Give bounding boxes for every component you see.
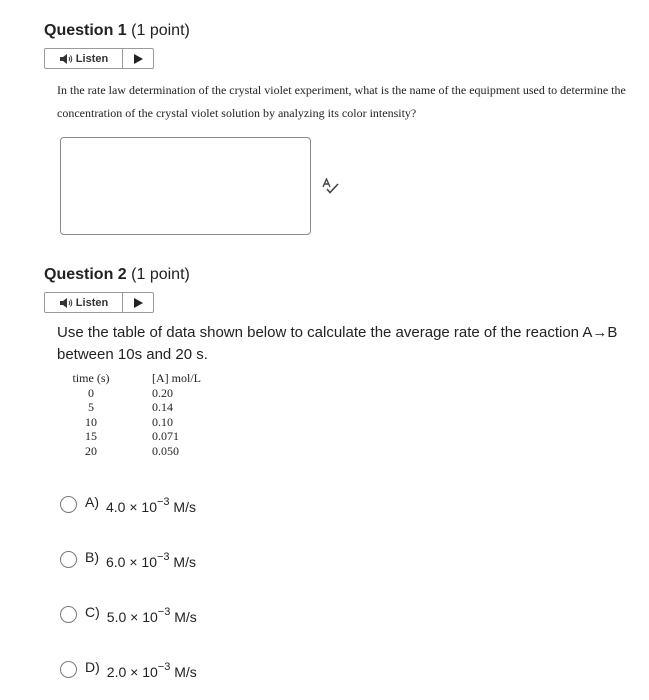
choice-d-value — [106, 661, 197, 680]
table-cell-time: 0 — [88, 385, 94, 400]
speaker-icon — [59, 54, 73, 64]
choice-b-unit: M/s — [169, 554, 196, 570]
choice-d-letter: D) — [85, 659, 100, 675]
table-cell-concentration: 0.071 — [152, 429, 179, 444]
choice-d-exponent: −3 — [157, 661, 171, 674]
table-cell-time: 15 — [85, 429, 97, 444]
question-2-label: Question 2 — [44, 266, 127, 283]
choice-b-mantissa: 6.0 × 10 — [106, 554, 157, 570]
question-1-title — [44, 22, 190, 40]
table-cell-concentration: 0.050 — [152, 443, 179, 458]
question-1-text: In the rate law determination of the crystal violet experiment, what is the name of the equipment used to determine the concentration of the crystal violet solution by analyzing its color intensity? — [57, 83, 626, 120]
table-cell-concentration: 0.20 — [152, 385, 173, 400]
choice-d-mantissa: 2.0 × 10 — [106, 664, 158, 680]
radio-b[interactable] — [60, 551, 77, 568]
choice-c-unit: M/s — [170, 609, 197, 625]
table-cell-time: 5 — [88, 400, 94, 415]
choice-a-unit: M/s — [169, 499, 196, 515]
play-icon — [134, 54, 143, 64]
radio-a[interactable] — [60, 496, 77, 513]
choice-c-letter: C) — [85, 604, 100, 620]
question-1-points: (1 point) — [131, 22, 190, 39]
question-1-label: Question 1 — [44, 22, 127, 39]
choice-b-letter: B) — [85, 549, 99, 565]
spellcheck-icon — [322, 178, 340, 194]
answer-input-q1[interactable] — [60, 137, 311, 235]
choice-a-exponent: −3 — [157, 496, 170, 509]
choice-b-value — [106, 551, 196, 570]
speaker-icon — [59, 298, 73, 308]
listen-label: Listen — [75, 52, 109, 65]
play-button-q2[interactable] — [123, 293, 153, 312]
table-row — [62, 444, 201, 459]
question-2-points: (1 point) — [131, 266, 190, 283]
table-row — [62, 400, 201, 415]
play-icon — [134, 298, 143, 308]
choice-c-mantissa: 5.0 × 10 — [106, 609, 158, 625]
table-header-row — [62, 371, 201, 386]
choice-a[interactable] — [60, 493, 196, 515]
table-row — [62, 429, 201, 444]
question-2-text: Use the table of data shown below to calculate the average rate of the reaction A→B between 10s and 20 s. — [57, 324, 618, 363]
choice-a-mantissa: 4.0 × 10 — [106, 499, 157, 515]
choice-c[interactable] — [60, 603, 197, 625]
choice-c-exponent: −3 — [157, 606, 171, 619]
choice-c-value — [106, 606, 197, 625]
choice-b-exponent: −3 — [157, 551, 170, 564]
data-table — [62, 371, 201, 459]
table-cell-time: 10 — [85, 414, 97, 429]
play-button-q1[interactable] — [123, 49, 153, 68]
choice-a-value — [106, 496, 196, 515]
listen-label: Listen — [75, 296, 109, 309]
question-2-title — [44, 266, 190, 284]
choice-b[interactable] — [60, 548, 196, 570]
listen-label-wrap[interactable] — [45, 293, 123, 312]
radio-c[interactable] — [60, 606, 77, 623]
table-header-concentration: [A] mol/L — [152, 371, 201, 385]
table-cell-time: 20 — [85, 443, 97, 458]
spellcheck-button[interactable] — [322, 178, 340, 199]
choice-d-unit: M/s — [170, 664, 197, 680]
table-cell-concentration: 0.14 — [152, 400, 173, 415]
table-header-time: time (s) — [72, 371, 110, 385]
listen-button-q2[interactable] — [44, 292, 154, 313]
table-cell-concentration: 0.10 — [152, 414, 173, 429]
table-row — [62, 415, 201, 430]
choice-a-letter: A) — [85, 494, 99, 510]
choice-d[interactable] — [60, 658, 197, 680]
radio-d[interactable] — [60, 661, 77, 678]
listen-label-wrap[interactable] — [45, 49, 123, 68]
listen-button-q1[interactable] — [44, 48, 154, 69]
table-row — [62, 386, 201, 401]
